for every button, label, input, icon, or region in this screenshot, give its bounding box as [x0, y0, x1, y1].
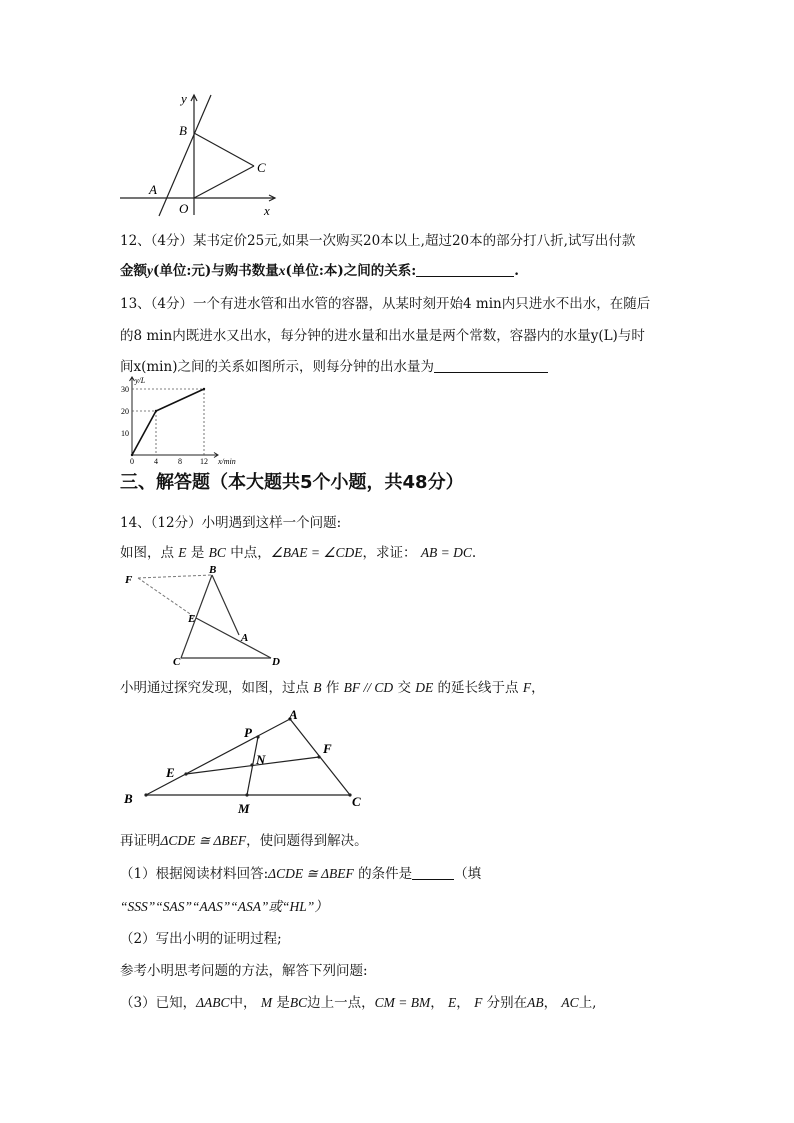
- q13-line3: [120, 355, 548, 375]
- q14-answer-blank[interactable]: [412, 867, 454, 880]
- label-a: A: [149, 182, 157, 197]
- segment-oc: [194, 166, 254, 198]
- label-o: O: [179, 201, 189, 216]
- y-tick-label: 30: [121, 385, 129, 394]
- point-e: [184, 772, 187, 775]
- label-d: D: [272, 656, 280, 668]
- x-tick-label: 0: [130, 457, 134, 466]
- label-a: A: [241, 632, 249, 644]
- y-tick-label: 10: [121, 429, 129, 438]
- q14-text-d: ，求证：: [362, 545, 417, 561]
- var-y: y: [147, 263, 153, 278]
- point-b: [144, 793, 147, 796]
- q14-text-s: ，: [430, 995, 444, 1011]
- segment-bc: [194, 133, 254, 166]
- q12-text-a: 金额: [120, 263, 147, 279]
- label-e: E: [166, 765, 175, 780]
- congruence-repeat: ΔCDE ≅ ΔBEF: [268, 866, 354, 881]
- q14-text-l: （1）根据阅读材料回答:: [120, 866, 269, 882]
- figure-bcd-extension: [118, 563, 293, 671]
- q14-text-t: ，: [456, 995, 470, 1011]
- q14-line8: 参考小明思考问题的方法，解答下列问题:: [120, 963, 368, 979]
- q14-text-w: 上,: [578, 995, 597, 1011]
- label-c: C: [257, 160, 266, 175]
- q12-end: .: [514, 263, 519, 279]
- dashed-fb: [138, 575, 212, 578]
- q14-text-j: 再证明: [120, 833, 161, 849]
- x-tick-label: 8: [178, 457, 182, 466]
- q14-text-p: 中，: [229, 995, 257, 1011]
- q14-line7: （2）写出小明的证明过程;: [120, 931, 282, 947]
- point-e: E: [178, 545, 187, 560]
- label-c: C: [352, 794, 361, 809]
- q13-line2: 的8 min内既进水又出水，每分钟的进水量和出水量是两个常数，容器内的水量y(L)与时: [120, 328, 645, 344]
- q14-text-h: 的延长线于点: [437, 680, 519, 696]
- segment-bc: BC: [208, 545, 226, 560]
- q14-line9: [120, 991, 596, 1011]
- label-e: E: [188, 613, 196, 625]
- triangle-abc: ΔABC: [196, 995, 230, 1010]
- point-m-text: M: [260, 995, 273, 1010]
- q12-answer-blank[interactable]: [416, 264, 514, 277]
- q14-line2: [120, 541, 476, 561]
- label-x: x: [264, 203, 270, 218]
- segment-bc: [181, 575, 212, 658]
- section-heading: 三、解答题（本大题共5个小题，共48分）: [120, 472, 464, 493]
- q14-line4: [120, 829, 368, 849]
- q14-line6: “SSS”“SAS”“AAS”“ASA”或“HL”）: [120, 899, 328, 914]
- segment-bc-text: BC: [289, 995, 308, 1010]
- q14-text-n: （填: [454, 866, 482, 882]
- data-point: [203, 388, 205, 390]
- cm-equals-bm: CM = BM: [374, 995, 431, 1010]
- q12-line1: 12、（4分）某书定价25元,如果一次购买20本以上,超过20本的部分打八折,试写出付款: [120, 233, 636, 249]
- point-f: [317, 755, 320, 758]
- label-p: P: [244, 725, 252, 740]
- parallel-bf-cd: BF // CD: [343, 680, 394, 695]
- label-m: M: [238, 801, 250, 816]
- label-b: B: [179, 123, 187, 138]
- q14-text-q: 是: [276, 995, 290, 1011]
- q13-line1: 13、（4分）一个有进水管和出水管的容器，从某时刻开始4 min内只进水不出水，在随后: [120, 296, 651, 312]
- data-point: [155, 410, 157, 412]
- series-line: [132, 389, 204, 455]
- q14-text-u: 分别在: [486, 995, 528, 1011]
- var-x: x: [278, 263, 286, 278]
- q14-text-e: 小明通过探究发现，如图，过点: [120, 680, 309, 696]
- label-f: F: [323, 741, 332, 756]
- q12-text-c: (单位:本)之间的关系:: [285, 263, 417, 279]
- x-tick-label: 12: [200, 457, 208, 466]
- point-b: B: [313, 680, 322, 695]
- point-p: [256, 735, 259, 738]
- q14-text-r: 边上一点，: [307, 995, 375, 1011]
- q14-line3: [120, 676, 545, 696]
- label-b: B: [209, 564, 217, 576]
- q14-text-c: 中点，: [230, 545, 271, 561]
- x-tick-label: 4: [154, 457, 158, 466]
- q14-line1: 14、（12分）小明遇到这样一个问题:: [120, 515, 342, 531]
- segment-ba: [212, 575, 239, 635]
- segment-de: DE: [415, 680, 434, 695]
- q14-text-f: 作: [325, 680, 340, 696]
- q14-line5: [120, 862, 481, 882]
- q14-text-a: 如图，点: [120, 545, 174, 561]
- q14-text-b: 是: [190, 545, 205, 561]
- label-n: N: [256, 752, 266, 767]
- data-point: [131, 454, 133, 456]
- label-a: A: [289, 707, 298, 722]
- point-n: [250, 763, 253, 766]
- q13-text: 间x(min)之间的关系如图所示，则每分钟的出水量为: [120, 359, 434, 375]
- segment-ac-text: AC: [561, 995, 579, 1010]
- point-f: F: [522, 680, 532, 695]
- figure-triangle-abc: [118, 703, 373, 818]
- q12-line2: [120, 259, 519, 279]
- segment-ba: [146, 719, 290, 795]
- q14-text-k: ，使问题得到解决。: [246, 833, 368, 849]
- point-e-text: E: [448, 995, 457, 1010]
- q14-text-g: 交: [397, 680, 411, 696]
- label-c: C: [173, 656, 181, 668]
- ab-equals-dc: AB = DC: [420, 545, 472, 560]
- segment-ab-text: AB: [527, 995, 544, 1010]
- label-f: F: [125, 574, 133, 586]
- q14-text-i: ，: [531, 680, 545, 696]
- q14-text-m: 的条件是: [358, 866, 413, 882]
- q12-text-b: (单位:元)与购书数量: [153, 263, 279, 279]
- q14-text-v: ，: [543, 995, 558, 1011]
- label-y: y: [181, 91, 187, 106]
- y-axis-label: y/L: [135, 376, 146, 385]
- dashed-fe: [138, 578, 196, 618]
- figure-triangle-obc: [115, 90, 285, 220]
- q14-text-o: （3）已知，: [120, 995, 197, 1011]
- angle-equality: ∠BAE = ∠CDE: [270, 545, 363, 560]
- point-f-text: F: [474, 995, 483, 1010]
- q13-answer-blank[interactable]: [434, 360, 548, 373]
- label-b: B: [124, 791, 133, 806]
- x-axis-label: x/min: [218, 457, 236, 466]
- y-tick-label: 20: [121, 407, 129, 416]
- q14-end: .: [471, 545, 477, 561]
- point-m: [245, 793, 248, 796]
- water-volume-chart: [115, 373, 236, 466]
- congruence: ΔCDE ≅ ΔBEF: [160, 833, 247, 848]
